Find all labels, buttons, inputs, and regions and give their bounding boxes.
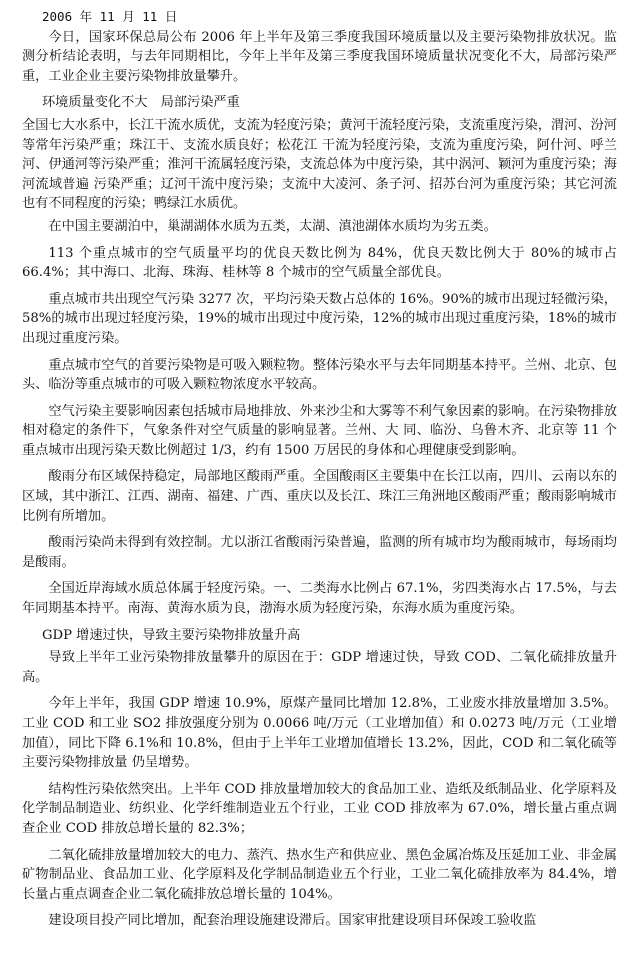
paragraph-lakes: 在中国主要湖泊中，巢湖湖体水质为五类，太湖、滇池湖体水质均为劣五类。 — [48, 218, 497, 234]
section-heading-environment: 环境质量变化不大 局部污染严重 — [42, 95, 240, 111]
paragraph-air-pollution-count: 重点城市共出现空气污染 3277 次，平均污染天数占总体的 16%。90%的城市出现过轻微污染，58%的城市出现过轻度污染，19%的城市出现过中度污染，12%的城市出现过重度污染，18%的城市出现过重度污染。 — [22, 291, 617, 346]
paragraph-acid-rain-distribution: 酸雨分布区域保持稳定，局部地区酸雨严重。全国酸雨区主要集中在长江以南，四川、云南以东的区域，其中浙江、江西、湖南、福建、广西、重庆以及长江、珠江三角洲地区酸雨严重；酸雨影响城市比例有所增加。 — [22, 469, 617, 524]
paragraph-primary-pollutant: 重点城市空气的首要污染物是可吸入颗粒物。整体污染水平与去年同期基本持平。兰州、北京、包头、临汾等重点城市的可吸入颗粒物浓度水平较高。 — [22, 357, 617, 393]
article-date: 2006 年 11 月 11 日 — [42, 9, 178, 24]
paragraph-air-factors: 空气污染主要影响因素包括城市局地排放、外来沙尘和大雾等不利气象因素的影响。在污染物排放相对稳定的条件下，气象条件对空气质量的影响显著。兰州、大 同、临汾、乌鲁木齐、北京等 11 个重点城市出现污染天数比例超过 1/3，约有 1500 万居民的身体和心理健康受到影响。 — [22, 403, 617, 458]
paragraph-air-quality: 113 个重点城市的空气质量平均的优良天数比例为 84%，优良天数比例大于 80%的城市占 66.4%；其中海口、北海、珠海、桂林等 8 个城市的空气质量全部优良。 — [22, 245, 617, 281]
paragraph-coastal-water: 全国近岸海域水质总体属于轻度污染。一、二类海水比例占 67.1%，劣四类海水占 17.5%，与去年同期基本持平。南海、黄海水质为良，渤海水质为轻度污染，东海水质为重度污染。 — [22, 581, 617, 617]
section-heading-gdp: GDP 增速过快，导致主要污染物排放量升高 — [42, 627, 301, 643]
paragraph-structural-pollution: 结构性污染依然突出。上半年 COD 排放量增加较大的食品加工业、造纸及纸制品业、化学原料及化学制品制造业、纺织业、化学纤维制造业五个行业，工业 COD 排放率为 67.0%，增长量占重点调查企业 COD 排放总增长量的 82.3%； — [22, 781, 617, 836]
paragraph-intro: 今日，国家环保总局公布 2006 年上半年及第三季度我国环境质量以及主要污染物排放状况。监测分析结论表明，与去年同期相比，今年上半年及第三季度我国环境质量状况变化不大，局部污染严重，工业企业主要污染物排放量攀升。 — [22, 29, 617, 84]
paragraph-construction-projects: 建设项目投产同比增加，配套治理设施建设滞后。国家审批建设项目环保竣工验收监 — [48, 913, 537, 929]
paragraph-acid-rain-control: 酸雨污染尚未得到有效控制。尤以浙江省酸雨污染普遍，监测的所有城市均为酸雨城市，每场雨均是酸雨。 — [22, 535, 617, 570]
paragraph-gdp-cause: 导致上半年工业污染物排放量攀升的原因在于：GDP 增速过快，导致 COD、二氧化硫排放量升高。 — [22, 650, 617, 685]
paragraph-gdp-figures: 今年上半年，我国 GDP 增速 10.9%，原煤产量同比增加 12.8%，工业废水排放量增加 3.5%。工业 COD 和工业 SO2 排放强度分别为 0.0066 吨/万元（工业增加值）和 0.0273 吨/万元（工业增加值），同比下降 6.1%和 10.8%，但由于上半年工业增加值增长 13.2%，因此，COD 和二氧化硫等主要污染物排放量 仍呈增势。 — [22, 696, 617, 771]
paragraph-water-systems: 全国七大水系中，长江干流水质优，支流为轻度污染；黄河干流轻度污染，支流重度污染，渭河、汾河等常年污染严重；珠江干、支流水质良好；松花江 干流为轻度污染，支流为重度污染，阿什河、呼兰河、伊通河等污染严重；淮河干流属轻度污染，支流总体为中度污染，其中涡河、颖河为重度污染；海河流域普遍 污染严重；辽河干流中度污染；支流中大凌河、条子河、招苏台河为重度污染；其它河流也有不同程度的污染；鸭绿江水质优。 — [22, 117, 617, 212]
paragraph-sulfur-dioxide: 二氧化硫排放量增加较大的电力、蒸汽、热水生产和供应业、黑色金属冶炼及压延加工业、非金属矿物制品业、食品加工业、化学原料及化学制品制造业五个行业，工业二氧化硫排放率为 84.4%，增长量占重点调查企业二氧化硫排放总增长量的 104%。 — [22, 847, 617, 902]
